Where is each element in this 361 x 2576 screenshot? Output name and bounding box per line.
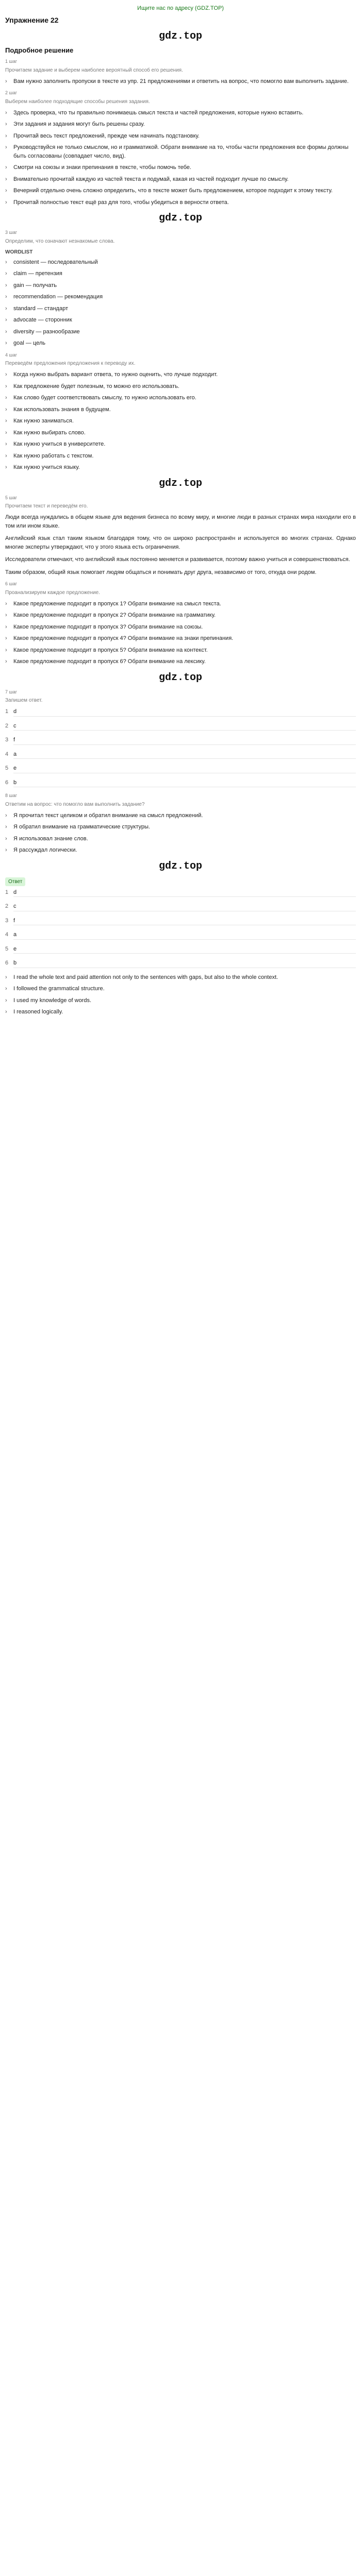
step-label: 6 шаг (5, 581, 18, 586)
bullet-icon: › (5, 199, 7, 206)
list-item (5, 394, 356, 402)
answer-number: 1 (5, 889, 9, 895)
bullet-icon: › (5, 847, 7, 853)
list-item-text: Я рассуждал логически. (13, 847, 77, 853)
list-item-text: Какое предложение подходит в пропуск 3? Обрати внимание на союзы. (13, 623, 203, 630)
list-item-text: consistent — последовательный (13, 259, 98, 265)
bullet-icon: › (5, 282, 7, 289)
answer-row (5, 764, 356, 773)
step-title: Определим, что означают незнакомые слова. (5, 238, 115, 244)
bullet-icon: › (5, 812, 7, 819)
list-item (5, 175, 356, 184)
list-item (5, 846, 356, 855)
step (5, 495, 356, 577)
list-item (5, 463, 356, 472)
bullet-icon: › (5, 600, 7, 607)
list-item-text: Вам нужно заполнить пропуски в тексте из упр. 21 предложениями и ответить на вопрос, что помогло вам выполнить задание. (13, 78, 349, 84)
list-item (5, 657, 356, 666)
list-item (5, 835, 356, 843)
list-item-text: Как слово будет соответствовать смыслу, то нужно использовать его. (13, 395, 196, 401)
list-item-text: Руководствуйся не только смыслом, но и грамматикой. Обрати внимание на то, чтобы части предложения все формы должны быть согласованы (совпадает число, вид). (13, 144, 349, 159)
list-item (5, 328, 356, 336)
bullet-icon: › (5, 612, 7, 618)
paragraph: Английский язык стал таким языком благодаря тому, что он широко распространён и используется во многих странах. Однако многие эксперты утверждают, что у этого языка есть ограничения. (5, 535, 356, 550)
bullet-icon: › (5, 132, 7, 139)
watermark: gdz.top (158, 671, 202, 684)
answer-number: 4 (5, 751, 9, 757)
bullet-icon: › (5, 835, 7, 842)
wordlist-label: WORDLIST (5, 249, 33, 255)
list-item (5, 440, 356, 449)
list-item-text: Смотри на союзы и знаки препинания в тексте, чтобы помочь тебе. (13, 164, 191, 171)
step-title: Переведём предложения предложения к переводу их. (5, 361, 136, 366)
answer-value: b (13, 959, 356, 968)
step-title: Прочитаем задание и выберем наиболее вероятный способ его решения. (5, 67, 183, 73)
list-item (5, 611, 356, 620)
bullet-icon: › (5, 294, 7, 300)
bullet-icon: › (5, 317, 7, 323)
bullet-icon: › (5, 121, 7, 127)
list-item (5, 304, 356, 313)
step-label: Ответ (5, 877, 25, 886)
list-item-text: Здесь проверка, что ты правильно понимаешь смысл текста и частей предложения, которые нужно вставить. (13, 109, 304, 116)
list-item-text: I reasoned logically. (13, 1009, 63, 1015)
answer-row (5, 959, 356, 968)
step-title: Проанализируем каждое предложение. (5, 589, 100, 596)
list-item-text: advocate — сторонник (13, 317, 72, 323)
answer-row (5, 917, 356, 926)
list-item-text: claim — претензия (13, 270, 62, 277)
answer-value: b (13, 778, 356, 788)
answer-number: 1 (5, 708, 9, 715)
bullet-icon: › (5, 259, 7, 265)
list-item-text: goal — цель (13, 340, 45, 346)
bullet-icon: › (5, 164, 7, 171)
list-item-text: standard — стандарт (13, 305, 68, 312)
list-item (5, 143, 356, 160)
step-title: Запишем ответ. (5, 698, 43, 703)
list-item-text: Как нужно учиться языку. (13, 464, 80, 470)
list-item (5, 198, 356, 207)
answer-row (5, 778, 356, 788)
watermark: gdz.top (158, 30, 202, 42)
list-item-text: Как нужно работать с текстом. (13, 452, 94, 459)
steps-container (5, 58, 356, 1016)
bullet-icon: › (5, 635, 7, 641)
list-item (5, 646, 356, 655)
answer-number: 2 (5, 903, 9, 909)
answer-row (5, 888, 356, 897)
list-item (5, 382, 356, 391)
answer-row (5, 736, 356, 745)
bullet-icon: › (5, 188, 7, 194)
step-label: 3 шаг (5, 230, 18, 235)
bullet-icon: › (5, 406, 7, 413)
step-label: 8 шаг (5, 793, 18, 798)
answer-value: c (13, 722, 356, 731)
list-item-text: I followed the grammatical structure. (13, 986, 105, 992)
bullet-icon: › (5, 647, 7, 653)
list-item-text: Какое предложение подходит в пропуск 4? Обрати внимание на знаки препинания. (13, 635, 234, 641)
answer-number: 3 (5, 917, 9, 924)
answer-row (5, 930, 356, 940)
answer-row (5, 902, 356, 911)
step-label: 4 шаг (5, 352, 18, 358)
bullet-icon: › (5, 144, 7, 150)
list-item (5, 405, 356, 414)
step (5, 689, 356, 788)
list-item (5, 269, 356, 278)
list-item-text: Какое предложение подходит в пропуск 6? Обрати внимание на лексику. (13, 658, 206, 665)
list-item-text: Я использовал знание слов. (13, 835, 88, 842)
step-label: 5 шаг (5, 495, 18, 500)
page (0, 0, 361, 1016)
list-item (5, 623, 356, 632)
list-item (5, 109, 356, 117)
list-item (5, 996, 356, 1005)
bullet-icon: › (5, 305, 7, 312)
answer-number: 5 (5, 765, 9, 771)
list-item-text: diversity — разнообразие (13, 328, 80, 335)
step-label: 1 шаг (5, 59, 18, 64)
list-item (5, 600, 356, 608)
list-item (5, 429, 356, 437)
answer-value: a (13, 750, 356, 759)
answer-row (5, 750, 356, 759)
step (5, 875, 356, 1016)
list-item-text: I used my knowledge of words. (13, 997, 92, 1004)
bullet-icon: › (5, 371, 7, 378)
list-item (5, 417, 356, 426)
step-title: Выберем наиболее подходящие способы решения задания. (5, 98, 150, 105)
bullet-icon: › (5, 824, 7, 830)
bullet-icon: › (5, 658, 7, 665)
answer-value: a (13, 930, 356, 940)
list-item-text: Вечерний отдельно очень сложно определить, что в тексте может быть предложением, которое подходит к этому тексту. (13, 188, 333, 194)
bullet-icon: › (5, 176, 7, 182)
paragraph: Люди всегда нуждались в общем языке для ведения бизнеса по всему миру, и многие люди в разных странах мира находили его в том или ином языке. (5, 514, 356, 529)
answer-number: 4 (5, 931, 9, 938)
top-link[interactable]: Ищите нас по адресу (GDZ.TOP) (137, 5, 224, 11)
bullet-icon: › (5, 270, 7, 277)
list-item-text: Как нужно учиться в университете. (13, 441, 106, 447)
list-item (5, 293, 356, 301)
bullet-icon: › (5, 109, 7, 116)
watermark: gdz.top (158, 212, 202, 224)
answer-row (5, 945, 356, 954)
list-item (5, 120, 356, 129)
watermark: gdz.top (158, 477, 202, 489)
list-item-text: Как нужно заниматься. (13, 418, 74, 424)
list-item-text: recommendation — рекомендация (13, 294, 103, 300)
answer-number: 5 (5, 945, 9, 952)
paragraph: Исследователи отмечают, что английский язык постоянно меняется и развивается, поэтому важно учиться и совершенствоваться. (5, 556, 350, 563)
list-item (5, 452, 356, 461)
page-title: Упражнение 22 (5, 15, 59, 24)
list-item-text: Прочитай весь текст предложений, прежде чем начинать подстановку. (13, 132, 200, 139)
list-item-text: Какое предложение подходит в пропуск 5? Обрати внимание на контекст. (13, 647, 208, 653)
bullet-icon: › (5, 78, 7, 84)
bullet-icon: › (5, 974, 7, 980)
list-item (5, 811, 356, 820)
list-item (5, 985, 356, 993)
step (5, 90, 356, 207)
list-item-text: Какое предложение подходит в пропуск 2? Обрати внимание на грамматику. (13, 612, 216, 618)
list-item (5, 187, 356, 195)
answer-row (5, 722, 356, 731)
answer-number: 3 (5, 737, 9, 743)
list-item (5, 634, 356, 643)
bullet-icon: › (5, 340, 7, 346)
bullet-icon: › (5, 395, 7, 401)
list-item (5, 281, 356, 290)
bullet-icon: › (5, 623, 7, 630)
bullet-icon: › (5, 1009, 7, 1015)
bullet-icon: › (5, 452, 7, 459)
list-item-text: Эти задания и задания могут быть решены сразу. (13, 121, 145, 127)
list-item (5, 132, 356, 141)
bullet-icon: › (5, 464, 7, 470)
list-item-text: Я обратил внимание на грамматические структуры. (13, 824, 150, 830)
watermark: gdz.top (158, 860, 202, 872)
list-item-text: Прочитай полностью текст ещё раз для того, чтобы убедиться в верности ответа. (13, 199, 229, 206)
list-item (5, 77, 356, 86)
answer-value: f (13, 736, 356, 745)
list-item (5, 973, 356, 982)
answer-number: 2 (5, 722, 9, 729)
list-item-text: Как использовать знания в будущем. (13, 406, 111, 413)
step (5, 229, 356, 348)
list-item-text: Я прочитал текст целиком и обратил внимание на смысл предложений. (13, 812, 203, 819)
step-title: Ответим на вопрос: что помогло вам выполнить задание? (5, 801, 145, 807)
list-item-text: Как предложение будет полезным, то можно его использовать. (13, 383, 179, 389)
bullet-icon: › (5, 383, 7, 389)
step-title: Прочитаем текст и переведём его. (5, 503, 88, 509)
bullet-icon: › (5, 328, 7, 335)
answer-value: f (13, 917, 356, 926)
bullet-icon: › (5, 441, 7, 447)
answer-number: 6 (5, 779, 9, 786)
answer-value: d (13, 888, 356, 897)
list-item-text: Какое предложение подходит в пропуск 1? Обрати внимание на смысл текста. (13, 600, 221, 607)
step (5, 581, 356, 666)
list-item (5, 370, 356, 379)
list-item (5, 339, 356, 348)
answer-value: d (13, 707, 356, 717)
bullet-icon: › (5, 997, 7, 1004)
answer-value: c (13, 902, 356, 911)
list-item (5, 258, 356, 267)
list-item (5, 316, 356, 325)
step (5, 352, 356, 472)
bullet-icon: › (5, 429, 7, 436)
list-item-text: Внимательно прочитай каждую из частей текста и подумай, какая из частей подходит лучше по смыслу. (13, 176, 289, 182)
list-item-text: I read the whole text and paid attention not only to the sentences with gaps, but also to the whole context. (13, 974, 278, 980)
list-item-text: gain — получать (13, 282, 57, 289)
bullet-icon: › (5, 418, 7, 424)
list-item (5, 1008, 356, 1016)
bullet-icon: › (5, 986, 7, 992)
list-item-text: Когда нужно выбрать вариант ответа, то нужно оценить, что лучше подходит. (13, 371, 218, 378)
list-item (5, 163, 356, 172)
subtitle: Подробное решение (5, 46, 74, 54)
step (5, 58, 356, 86)
step-label: 7 шаг (5, 689, 18, 694)
answer-number: 6 (5, 960, 9, 966)
answer-row (5, 707, 356, 717)
paragraph: Таким образом, общий язык помогает людям общаться и понимать друг друга, независимо от того, откуда они родом. (5, 569, 317, 575)
list-item-text: Как нужно выбирать слово. (13, 429, 86, 436)
list-item (5, 823, 356, 832)
answer-value: e (13, 764, 356, 773)
answer-value: e (13, 945, 356, 954)
step-label: 2 шаг (5, 90, 18, 95)
step (5, 792, 356, 855)
